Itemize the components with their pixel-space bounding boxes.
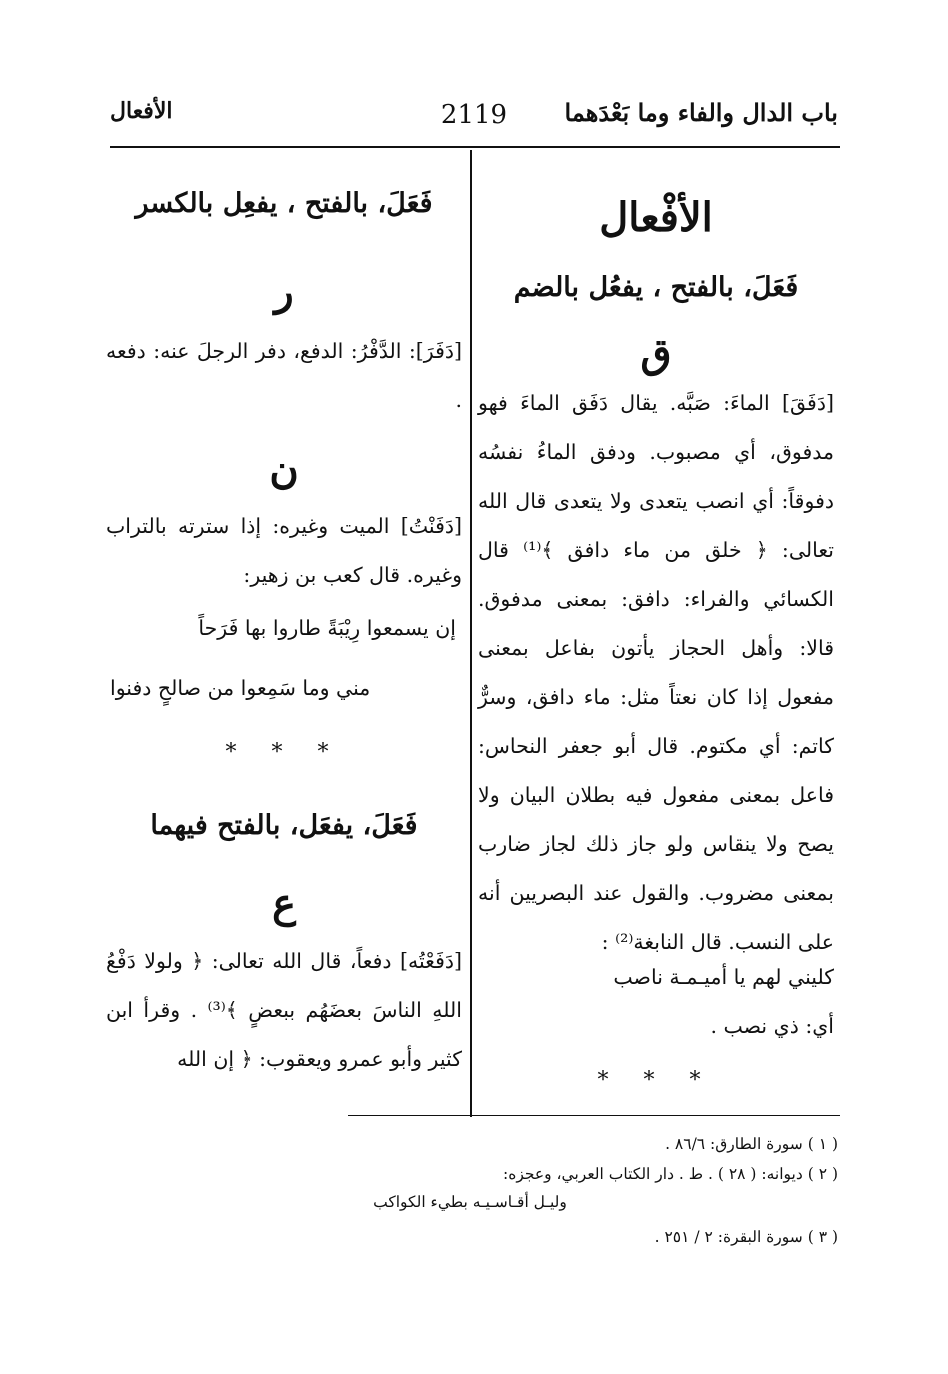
verse-nabigha: كليني لهم يا أميـمـة ناصب [613, 965, 834, 989]
verse-kaab-line2: مني وما سَمِعوا من صالحٍ دفنوا [110, 676, 371, 700]
page-number: 2119 [440, 100, 508, 130]
footnote-2: ( ٢ ) ديوانه: ( ٢٨ ) . ط . دار الكتاب العربي، وعجزه: [502, 1165, 838, 1183]
entry-dafaqa: [دَفَقَ] الماءَ: صَبَّه. يقال دَفَق الماءَ فهو مدفوق، أي مصبوب. ودفق الماءُ نفسُه دفوقاً: أي انصب يتعدى ولا يتعدى قال الله تعالى: ﴿ خلق من ماء دافق ﴾⁽¹⁾ قال الكسائي والفراء: دافق: بمعنى مدفوق. قالا: وأهل الحجاز يأتون بفاعل بمعنى مفعول إذا كان نعتاً مثل: ماء دافق، وسرٌّ كاتم: أي مكتوم. قال أبو جعفر النحاس: فاعل بمعنى مفعول فيه بطلان البيان ولا يصح ولا ينقاس ولو جاز ذلك لجاز ضارب بمعنى مضروب. والقول عند البصريين أنه على النسب. قال النابغة⁽²⁾ : [478, 391, 834, 954]
letter-heading-qaf: ق [640, 330, 672, 377]
section-separator: * * * [597, 1068, 715, 1093]
footnote-2-verse: وليـل أقـاسـيـه بطيء الكواكب [373, 1193, 567, 1211]
section-heading-kasr: فَعَلَ، بالفتح ، يفعِل بالكسر [135, 188, 433, 219]
footnote-3: ( ٣ ) سورة البقرة: ٢ / ٢٥١ . [654, 1228, 838, 1246]
column-divider [470, 150, 472, 1117]
letter-heading-ra: ر [274, 268, 294, 315]
entry-dafantu: [دَفَنْتُ] الميت وغيره: إذا سترته بالتراب وغيره. قال كعب بن زهير: [106, 514, 462, 587]
footnote-1: ( ١ ) سورة الطارق: ٨٦/٦ . [665, 1135, 838, 1153]
letter-heading-ain: ع [272, 880, 296, 927]
letter-heading-nun: ن [269, 446, 299, 493]
header-rule [110, 146, 840, 148]
entry-dafara: [دَفَرَ]: الدَّفْرُ: الدفع، دفر الرجلَ عنه: دفعه . [106, 339, 462, 412]
section-heading-damm: فَعَلَ، بالفتح ، يفعُل بالضم [513, 272, 799, 303]
entry-dafaatuhu: [دَفَعْتُه] دفعاً، قال الله تعالى: ﴿ ولولا دَفْعُ اللهِ الناسَ بعضَهُم ببعضٍ ﴾⁽³⁾ . وقرأ ابن كثير وأبو عمرو ويعقوب: ﴿ إن الله [106, 949, 462, 1071]
footnote-rule [348, 1115, 840, 1116]
section-heading-fath: فَعَلَ، يفعَل، بالفتح فيهما [150, 810, 418, 841]
running-head-section: الأفعال [110, 98, 173, 124]
section-separator: * * * [225, 740, 343, 765]
gloss-nasab: أي: ذي نصب . [710, 1014, 834, 1038]
verse-kaab-line1: إن يسمعوا رِيْبَةً طاروا بها فَرَحاً [198, 616, 456, 640]
main-title: الأفْعال [599, 194, 713, 241]
running-head-chapter: باب الدال والفاء وما بَعْدَهما [564, 98, 838, 127]
